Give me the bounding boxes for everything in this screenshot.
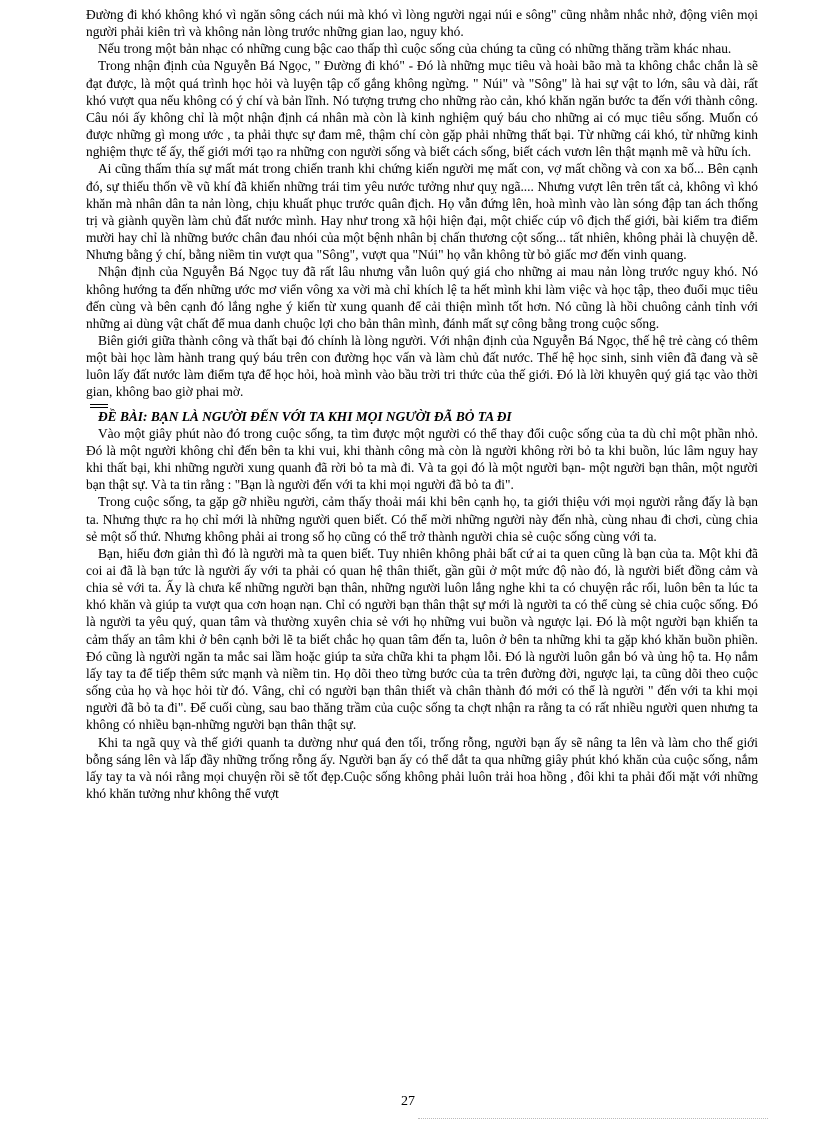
- paragraph: Vào một giây phút nào đó trong cuộc sống, ta tìm được một người có thể thay đổi cuộc sống của ta dù chỉ một phần nhỏ. Đó là một người không chỉ đến bên ta khi vui, khi thành công mà còn là người không rời bỏ ta khi buồn, lúc lâm nguy hay khi thất bại, khi những người xung quanh đã rời bỏ ta mà đi. Và ta gọi đó là một người bạn- một người bạn thân, một người bạn thật sự. Và ta tin rằng : "Bạn là người đến với ta khi mọi người đã bỏ ta đi".: [86, 425, 758, 493]
- paragraph: Trong cuộc sống, ta gặp gỡ nhiều người, cảm thấy thoải mái khi bên cạnh họ, ta giới thiệu với mọi người rằng đấy là bạn ta. Nhưng thực ra họ chỉ mới là những người quen biết. Có thể mời những người này đến nhà, cùng nhau đi chơi, cùng chia sẻ một số thứ. Nhưng không phải ai trong số họ cũng có thể trở thành người chia sẻ cuộc sống cùng với ta.: [86, 494, 758, 544]
- paragraph: Biên giới giữa thành công và thất bại đó chính là lòng người. Với nhận định của Nguyễn Bá Ngọc, thế hệ trẻ càng có thêm một bài học làm hành trang quý báu trên con đường học vấn và làm chủ đất nước. Thế hệ học sinh, sinh viên đã đang và sẽ luôn lấy đất nước làm điểm tựa để học hỏi, hoà mình vào bầu trời tri thức của thế giới. Đó là lời khuyên quý giá tạc vào thời gian, không bao giờ phai mờ.: [86, 332, 758, 400]
- paragraph: Nếu trong một bản nhạc có những cung bậc cao thấp thì cuộc sống của chúng ta cũng có những thăng trầm khác nhau.: [98, 41, 732, 57]
- paragraph: Khi ta ngã quỵ và thế giới quanh ta dường như quá đen tối, trống rỗng, người bạn ấy sẽ nâng ta lên và làm cho thế giới bỗng sáng lên và lấp đầy những trống rỗng ấy. Người bạn ấy có thể dắt ta qua những giây phút khó khăn của cuộc sống, nắm lấy tay ta và nói rằng mọi chuyện rồi sẽ tốt đẹp.Cuộc sống không phải luôn trải hoa hồng , đôi khi ta phải đối mặt với những khó khăn tưởng như không thể vượt: [86, 734, 758, 802]
- paragraph: Bạn, hiểu đơn giản thì đó là người mà ta quen biết. Tuy nhiên không phải bất cứ ai ta quen cũng là bạn của ta. Một khi đã coi ai đã là bạn tức là người ấy với ta phải có quan hệ thân thiết, gần gũi ở một mức độ nào đó, là người biết đồng cảm và chia sẻ với ta. Ấy là chưa kể những người bạn thân, những người luôn lắng nghe khi ta có chuyện rắc rối, luôn bên ta lúc ta khó khăn và giúp ta vượt qua cơn hoạn nạn. Chỉ có người bạn thân thật sự mới là người ta có thể cùng sẻ chia cuộc sống. Đó là người ta yêu quý, quan tâm và thường xuyên chia sẻ với họ những vui buồn và ngược lại. Đó là một người bạn khiến ta cảm thấy an tâm khi ở bên cạnh bởi lẽ ta biết chắc họ quan tâm đến ta, luôn ở bên ta những khi ta gặp khó khăn buồn phiền. Đó cũng là người ngăn ta mắc sai lầm hoặc giúp ta sửa chữa khi ta phạm lỗi. Đó là người luôn gắn bó và ủng hộ ta. Họ nắm lấy tay ta để tiếp thêm sức mạnh và niềm tin. Họ dõi theo từng bước của ta trên đường đời, ngược lại, ta cũng dõi theo cuộc sống của họ và học hỏi từ đó. Vâng, chỉ có người bạn thân thiết và chân thành đó mới có thể là người " đến với ta khi mọi người đã bỏ ta đi". Để cuối cùng, sau bao thăng trầm của cuộc sống ta chợt nhận ra rằng ta có rất nhiều người quen nhưng ta không có nhiều bạn-những người bạn thân thật sự.: [86, 545, 758, 733]
- document-page: [86, 6, 758, 802]
- page-number: 27: [401, 1094, 415, 1109]
- paragraph: Trong nhận định của Nguyễn Bá Ngọc, " Đường đi khó" - Đó là những mục tiêu và hoài bão mà ta không chắc chắn là sẽ đạt được, là một quá trình học hỏi và luyện tập cố gắng không ngừng. " Núi" và "Sông" là hai sự vật to lớn, sâu và dài, rất khó vượt qua nếu không có ý chí và bản lĩnh. Nó tượng trưng cho những rào cản, khó khăn ngăn bước ta đến với thành công. Câu nói ấy không chỉ là một nhận định cá nhân mà còn là kinh nghiệm quý báu cho những ai có mục tiêu sống. Muốn có được những gì mong ước , ta phải thực sự đam mê, thậm chí còn gặp phải những thất bại. Từ những cái khó, từ những kinh nghiệm thực tế ấy, thế giới mới tạo ra những con người sống và biết cách sống, biết cách vươn lên thật mạnh mẽ và hữu ích.: [86, 58, 758, 160]
- paragraph: Ai cũng thấm thía sự mất mát trong chiến tranh khi chứng kiến người mẹ mất con, vợ mất chồng và con xa bố... Bên cạnh đó, sự thiếu thốn về vũ khí đã khiến những trái tim yêu nước tưởng như quỵ ngã.... Nhưng vượt lên trên tất cả, không vì khó khăn mà nhân dân ta nản lòng, chịu khuất phục trước quân địch. Họ vẫn đứng lên, hoà mình vào làn sóng đập tan ách thống trị và giành quyền làm chủ đất nước mình. Hay như trong xã hội hiện đại, một chiếc cúp vô địch thế giới, bài kiểm tra điểm mười hay chỉ là những bước chân đau nhói của một bệnh nhân bị chấn thương cột sống... tất nhiên, không phải là chuyện dễ. Nhưng bằng ý chí, bằng niềm tin vượt qua "Sông", vượt qua "Núi" họ vẫn không từ bỏ giấc mơ đến vinh quang.: [86, 161, 758, 263]
- essay-heading: ĐỀ BÀI: BẠN LÀ NGƯỜI ĐẾN VỚI TA KHI MỌI NGƯỜI ĐÃ BỎ TA ĐI: [98, 408, 512, 424]
- footer-rule: [418, 1118, 768, 1119]
- paragraph: Nhận định của Nguyễn Bá Ngọc tuy đã rất lâu nhưng vẫn luôn quý giá cho những ai mau nản lòng trước nguy khó. Nó không hướng ta đến những ước mơ viển vông xa vời mà chỉ khích lệ ta hết mình khi làm việc và học tập, theo đuổi mục tiêu đến cùng và bên cạnh đó lắng nghe ý kiến từ xung quanh để cải thiện mình tốt hơn. Nó cũng là hồi chuông cảnh tỉnh với những ai dùng vật chất để mua danh chuộc lợi cho bản thân mình, đánh mất sự công bằng trong cuộc sống.: [86, 264, 758, 331]
- paragraph: Đường đi khó không khó vì ngăn sông cách núi mà khó vì lòng người ngại núi e sông" cũng nhằm nhắc nhở, động viên mọi người phải kiên trì và không nản lòng trước những gian lao, nguy khó.: [86, 7, 758, 40]
